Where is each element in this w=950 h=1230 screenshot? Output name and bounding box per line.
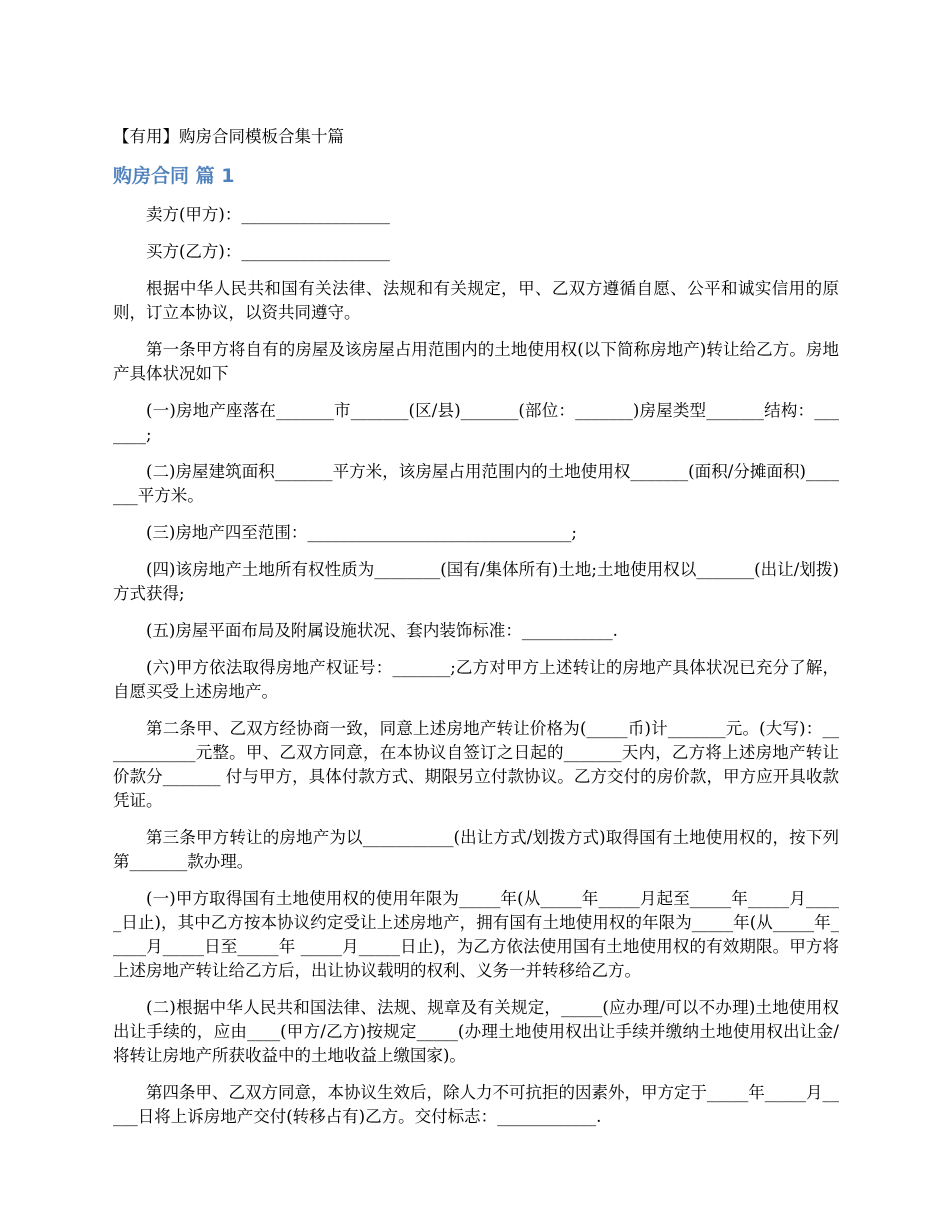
paragraph-buyer: 买方(乙方)：__________________ [146, 242, 390, 261]
paragraph-article-3: 第三条甲方转让的房地产为以___________(出让方式/划拨方式)取得国有土地使用权的，按下列第_______款办理。 [113, 828, 839, 871]
document-page [113, 124, 839, 1142]
paragraph-seller: 卖方(甲方)：__________________ [146, 205, 390, 224]
section-heading: 购房合同 篇 1 [113, 165, 235, 187]
paragraph-item-5: (五)房屋平面布局及附属设施状况、套内装饰标准：___________. [146, 621, 618, 640]
paragraph-article-1: 第一条甲方将自有的房屋及该房屋占用范围内的土地使用权(以下简称房地产)转让给乙方。房地产具体状况如下 [113, 340, 839, 383]
paragraph-article-3-item-2: (二)根据中华人民共和国法律、法规、规章及有关规定，_____(应办理/可以不办理)土地使用权出让手续的，应由____(甲方/乙方)按规定_____(办理土地使用权出让手续并缴纳土地使用权出让金/将转让房地产所获收益中的土地收益上缴国家)。 [113, 998, 839, 1065]
paragraph-item-1: (一)房地产座落在_______市_______(区/县)_______(部位：_______)房屋类型_______结构：_______; [113, 401, 839, 444]
paragraph-preamble: 根据中华人民共和国有关法律、法规和有关规定，甲、乙双方遵循自愿、公平和诚实信用的原则，订立本协议，以资共同遵守。 [113, 279, 839, 322]
document-title: 【有用】购房合同模板合集十篇 [113, 127, 344, 146]
paragraph-article-4: 第四条甲、乙双方同意，本协议生效后，除人力不可抗拒的因素外，甲方定于_____年_____月_____日将上诉房地产交付(转移占有)乙方。交付标志：____________. [113, 1083, 839, 1126]
paragraph-article-3-item-1: (一)甲方取得国有土地使用权的使用年限为_____年(从_____年_____月起至_____年_____月_____日止)，其中乙方按本协议约定受让上述房地产，拥有国有土地使用权的年限为_____年(从_____年_____月_____日至_____年 _____月_____日止)，为乙方依法使用国有土地使用权的有效期限。甲方将上述房地产转让给乙方后，出让协议载明的权利、义务一并转移给乙方。 [113, 889, 839, 980]
paragraph-item-4: (四)该房地产土地所有权性质为________(国有/集体所有)土地;土地使用权以_______(出让/划拨)方式获得; [113, 560, 839, 603]
paragraph-item-2: (二)房屋建筑面积_______平方米，该房屋占用范围内的土地使用权_______(面积/分摊面积)_______平方米。 [113, 462, 839, 505]
paragraph-article-2: 第二条甲、乙双方经协商一致，同意上述房地产转让价格为(_____币)计_______元。(大写)：____________元整。甲、乙双方同意，在本协议自签订之日起的_______天内，乙方将上述房地产转让价款分_______ 付与甲方，具体付款方式、期限另立付款协议。乙方交付的房价款，甲方应开具收款凭证。 [113, 719, 839, 810]
paragraph-item-6: (六)甲方依法取得房地产权证号：_______;乙方对甲方上述转让的房地产具体状况已充分了解，自愿买受上述房地产。 [113, 658, 839, 701]
paragraph-item-3: (三)房地产四至范围：________________________________; [146, 523, 577, 542]
